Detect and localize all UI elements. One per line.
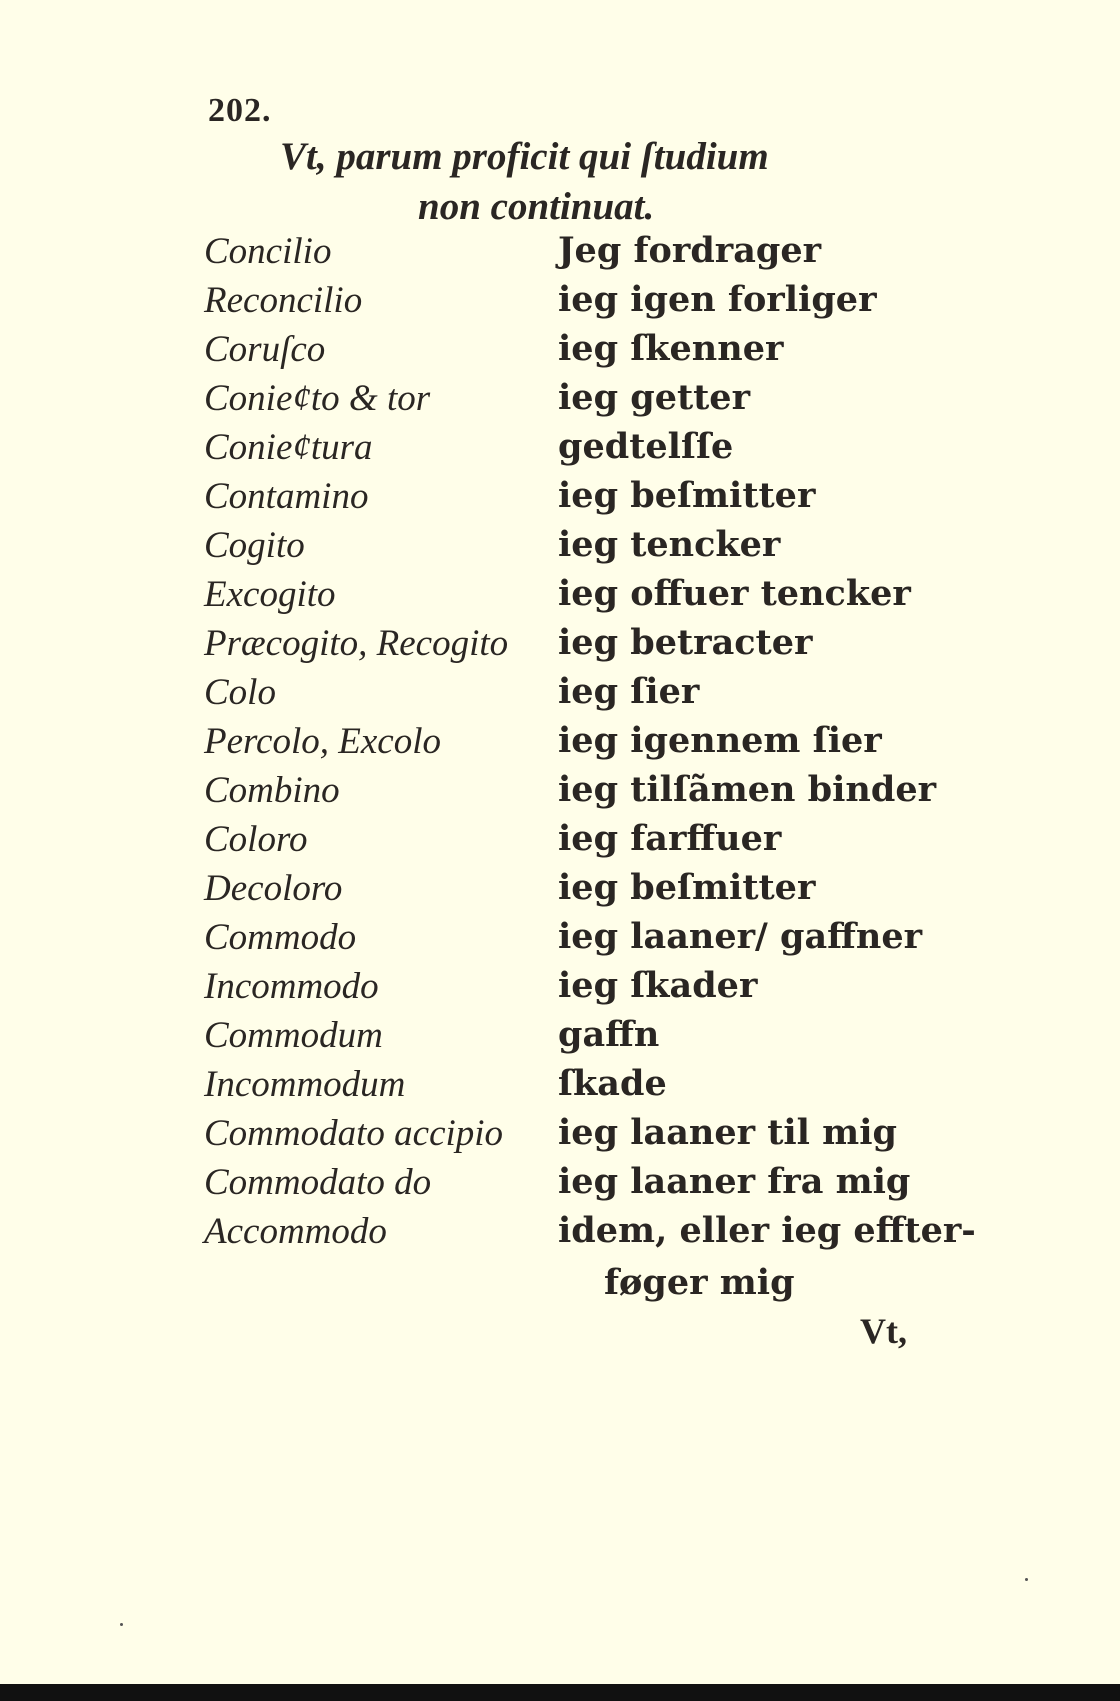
danish-translation: ieg igennem ſier — [558, 720, 882, 761]
latin-term: Reconcilio — [204, 280, 363, 321]
latin-term: Accommodo — [204, 1211, 387, 1252]
danish-translation: ieg ſier — [558, 671, 700, 712]
vocabulary-entry — [204, 965, 924, 1014]
latin-term: Commodo — [204, 917, 357, 958]
latin-term: Coruſco — [204, 329, 326, 370]
latin-term: Colo — [204, 672, 276, 713]
vocabulary-entry — [204, 1161, 924, 1210]
vocabulary-entry — [204, 279, 924, 328]
latin-term: Incommodo — [204, 966, 379, 1007]
latin-term: Combino — [204, 770, 340, 811]
vocabulary-entry — [204, 622, 924, 671]
danish-translation: ieg betracter — [558, 622, 813, 663]
latin-term: Commodato accipio — [204, 1113, 504, 1154]
danish-translation: ieg ſkader — [558, 965, 758, 1006]
danish-translation: ieg tencker — [558, 524, 781, 565]
danish-translation: ſkade — [558, 1063, 667, 1104]
latin-term: Concilio — [204, 231, 332, 272]
scan-bottom-edge — [0, 1684, 1120, 1701]
latin-term: Commodum — [204, 1015, 383, 1056]
translation-continuation: føger mig — [604, 1262, 795, 1303]
danish-translation: ieg laaner/ gaffner — [558, 916, 923, 957]
vocabulary-list — [204, 230, 976, 1259]
vocabulary-entry — [204, 720, 924, 769]
vocabulary-entry — [204, 573, 924, 622]
danish-translation: ieg beſmitter — [558, 867, 816, 908]
vocabulary-entry — [204, 818, 924, 867]
latin-term: Coloro — [204, 819, 308, 860]
vocabulary-entry — [204, 426, 924, 475]
danish-translation: Jeg fordrager — [558, 230, 822, 271]
vocabulary-entry — [204, 1063, 924, 1112]
latin-term: Conie¢tura — [204, 427, 373, 468]
danish-translation: ieg farffuer — [558, 818, 782, 859]
vocabulary-entry — [204, 671, 924, 720]
page-number: 202. — [208, 92, 272, 129]
catchword: Vt, — [860, 1311, 907, 1351]
vocabulary-entry — [204, 328, 924, 377]
vocabulary-entry — [204, 524, 924, 573]
vocabulary-entry — [204, 1014, 924, 1063]
danish-translation: ieg offuer tencker — [558, 573, 911, 614]
danish-translation: gedtelſſe — [558, 426, 734, 467]
latin-term: Percolo, Excolo — [204, 721, 441, 762]
vocabulary-entry — [204, 377, 924, 426]
danish-translation: ieg beſmitter — [558, 475, 816, 516]
danish-translation: ieg tilſãmen binder — [558, 769, 937, 810]
danish-translation: ieg ſkenner — [558, 328, 784, 369]
latin-term: Excogito — [204, 574, 336, 615]
latin-term: Commodato do — [204, 1162, 432, 1203]
danish-translation: ieg laaner til mig — [558, 1112, 897, 1153]
latin-term: Cogito — [204, 525, 305, 566]
danish-translation: ieg getter — [558, 377, 751, 418]
vocabulary-entry — [204, 475, 924, 524]
danish-translation: idem, eller ieg effter- — [558, 1210, 976, 1251]
section-heading-line-1: Vt, parum proficit qui ſtudium — [280, 135, 769, 178]
latin-term: Conie¢to & tor — [204, 378, 431, 419]
latin-term: Contamino — [204, 476, 369, 517]
paper-speck — [120, 1623, 123, 1626]
latin-term: Incommodum — [204, 1064, 406, 1105]
danish-translation: ieg igen forliger — [558, 279, 877, 320]
vocabulary-entry — [204, 769, 937, 818]
vocabulary-entry — [204, 916, 924, 965]
danish-translation: ieg laaner fra mig — [558, 1161, 911, 1202]
paper-speck — [1025, 1578, 1028, 1581]
vocabulary-entry — [204, 1112, 924, 1161]
vocabulary-entry — [204, 230, 924, 279]
danish-translation: gaffn — [558, 1014, 660, 1055]
latin-term: Decoloro — [204, 868, 343, 909]
latin-term: Præcogito, Recogito — [204, 623, 509, 664]
vocabulary-entry — [204, 867, 924, 916]
section-heading-line-2: non continuat. — [418, 185, 655, 228]
vocabulary-entry — [204, 1210, 976, 1259]
